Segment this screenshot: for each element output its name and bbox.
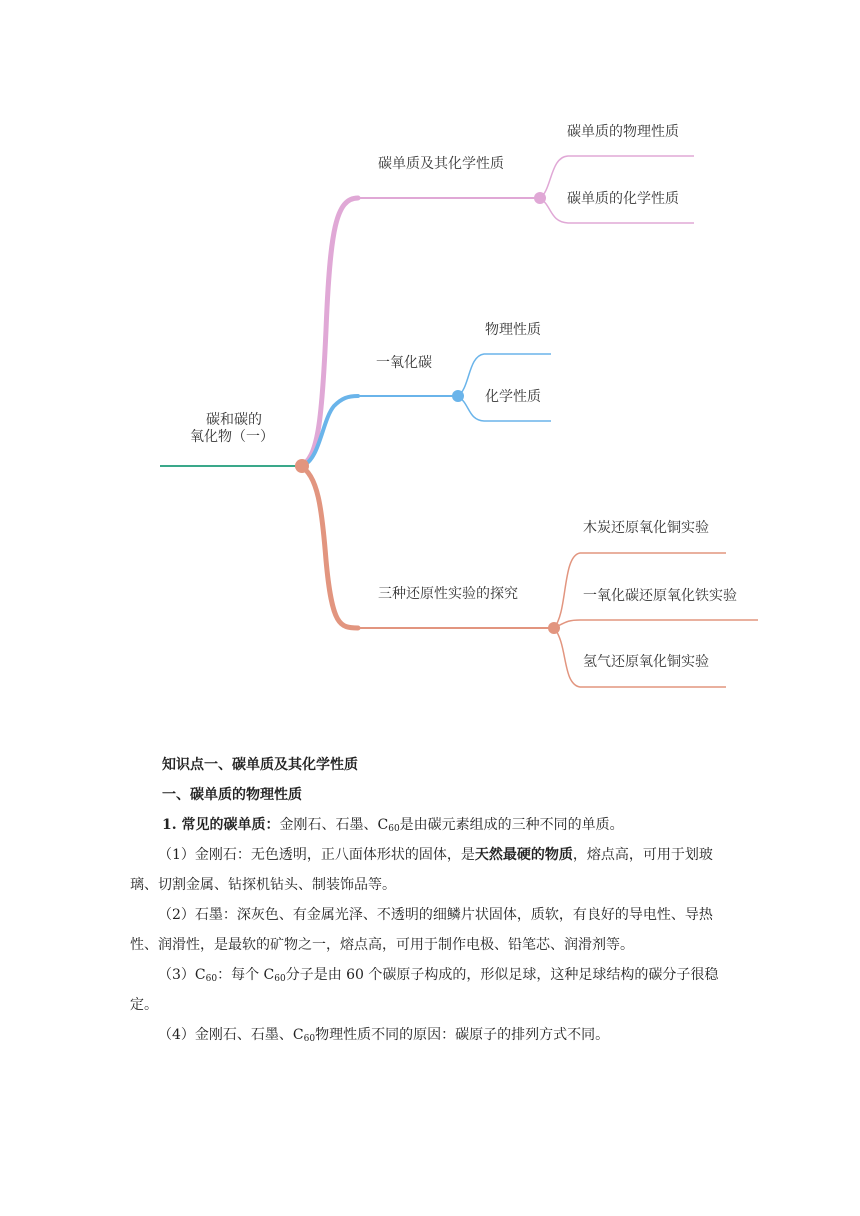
branch-1-child-2-label: 碳单质的化学性质	[567, 191, 679, 207]
branch-3-connector	[300, 466, 358, 628]
paragraph-5	[130, 1020, 730, 1050]
paragraph-4	[130, 960, 730, 1020]
root-label-line2: 氧化物（一）	[190, 429, 274, 445]
paragraph-2-bold: 天然最硬的物质	[474, 847, 573, 863]
branch-3-child-3-label: 氢气还原氧化铜实验	[583, 654, 709, 670]
branch-2-node	[452, 390, 464, 402]
section-heading: 一、碳单质的物理性质	[162, 787, 302, 803]
knowledge-point-title: 知识点一、碳单质及其化学性质	[162, 757, 358, 773]
paragraph-5-text-a: （4）金刚石、石墨、C	[158, 1027, 304, 1043]
branch-3-child-2-label: 一氧化碳还原氧化铁实验	[583, 588, 737, 604]
branch-3-node	[548, 622, 560, 634]
branch-1-connector	[300, 198, 358, 466]
paragraph-3: （2）石墨：深灰色、有金属光泽、不透明的细鳞片状固体，质软，有良好的导电性、导热性、润滑性，是最软的矿物之一，熔点高，可用于制作电极、铅笔芯、润滑剂等。	[130, 907, 713, 953]
paragraph-1	[162, 810, 730, 840]
paragraph-4-text-a: （3）C	[158, 967, 206, 983]
root-label-line1: 碳和碳的	[206, 412, 262, 428]
paragraph-5-text-b: 物理性质不同的原因：碳原子的排列方式不同。	[315, 1027, 610, 1043]
paragraph-4-sub-2: 60	[274, 974, 286, 984]
branch-2-child-2-label: 化学性质	[485, 389, 541, 405]
branch-3-label: 三种还原性实验的探究	[378, 586, 518, 602]
paragraph-1-sub: 60	[388, 824, 400, 834]
paragraph-1-text-a: 金刚石、石墨、C	[279, 817, 389, 833]
paragraph-2-text-a: （1）金刚石：无色透明，正八面体形状的固体，是	[158, 847, 475, 863]
paragraph-4-sub-1: 60	[205, 974, 218, 984]
paragraph-4-text-c: 分子是由 60 个碳原子构成的，形似足球，这种足球结构的碳分子很稳定。	[130, 967, 719, 1013]
branch-1-child-1-label: 碳单质的物理性质	[567, 124, 679, 140]
branch-3-child-1-label: 木炭还原氧化铜实验	[583, 520, 709, 536]
branch-2-child-1-label: 物理性质	[485, 322, 541, 338]
paragraph-1-lead: 1. 常见的碳单质：	[162, 817, 280, 833]
paragraph-2	[130, 840, 730, 900]
paragraph-4-text-b: ：每个 C	[217, 967, 275, 983]
paragraph-5-sub: 60	[303, 1034, 316, 1044]
root-node	[295, 459, 309, 473]
document-content	[130, 750, 730, 1050]
branch-1-node	[534, 192, 546, 204]
paragraph-1-text-b: 是由碳元素组成的三种不同的单质。	[399, 817, 624, 833]
branch-3-child-connector-2	[554, 620, 758, 628]
paragraph-2-text-b: ，熔点高，可用于划玻璃、切割金属、钻探机钻头、制装饰品等。	[130, 847, 713, 893]
branch-2-label: 一氧化碳	[376, 355, 432, 371]
branch-1-label: 碳单质及其化学性质	[378, 156, 504, 172]
